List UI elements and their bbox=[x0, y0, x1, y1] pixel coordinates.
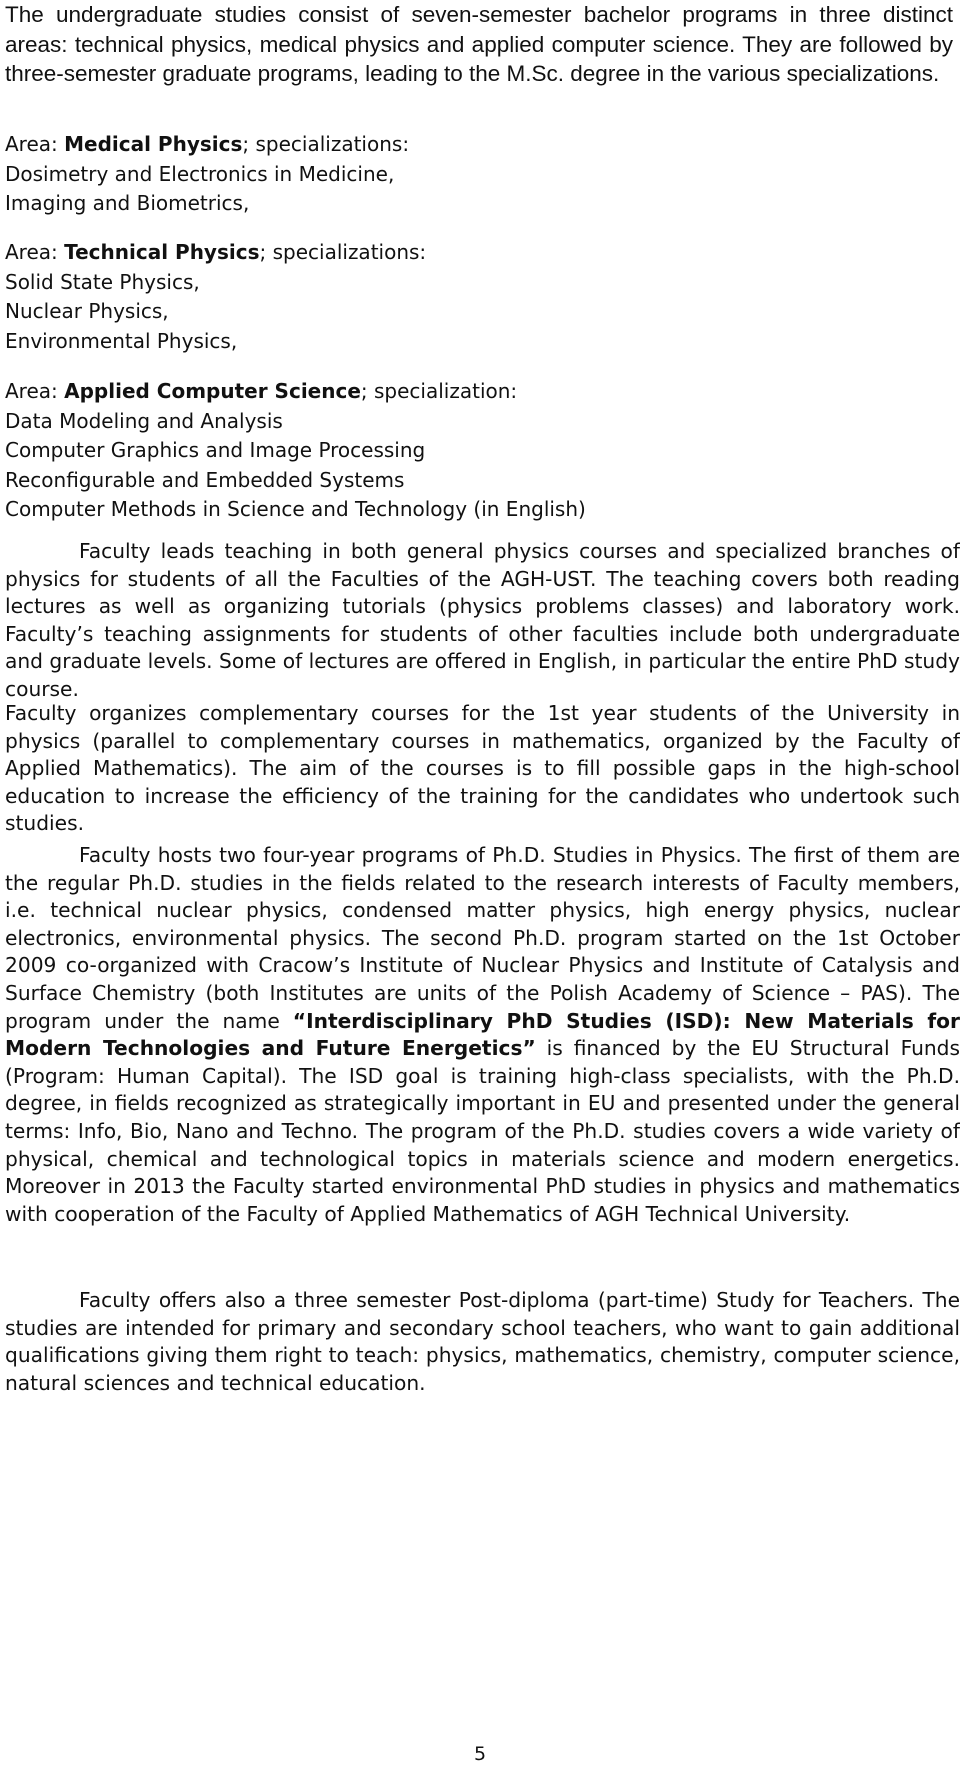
teaching-text: Faculty leads teaching in both general physics courses and specialized branches of physics for students of all the Faculties of the AGH-UST. The teaching covers both reading lectures as well as organizing tutorials (physics problems classes) and laboratory work. Faculty’s teaching assignments for students of other faculties include both undergraduate and graduate levels. Some of lectures are offered in English, in particular the entire PhD study course. bbox=[5, 539, 960, 701]
area-name: Applied Computer Science bbox=[64, 379, 361, 403]
area-suffix: ; specialization: bbox=[360, 379, 518, 403]
post-diploma-text: Faculty offers also a three semester Post-diploma (part-time) Study for Teachers. The studies are intended for primary and secondary school teachers, who want to gain additional qualifications giving them right to teach: physics, mathematics, chemistry, computer science, natural sciences and technical education. bbox=[5, 1288, 960, 1395]
phd-text-part2: is financed by the EU Structural Funds (Program: Human Capital). The ISD goal is training high-class specialists, with the Ph.D. degree, in fields recognized as strategically important in EU and presented under the general terms: Info, Bio, Nano and Techno. The program of the Ph.D. studies covers a wide variety of physical, chemical and technological topics in materials science and modern energetics. Moreover in 2013 the Faculty started environmental PhD studies in physics and mathematics with cooperation of the Faculty of Applied Mathematics of AGH Technical University. bbox=[5, 1036, 960, 1226]
teaching-paragraph bbox=[5, 538, 960, 704]
specialization-item: Solid State Physics, bbox=[5, 269, 200, 294]
area-prefix: Area: bbox=[5, 240, 65, 264]
complementary-courses-paragraph bbox=[5, 700, 960, 838]
post-diploma-paragraph bbox=[5, 1287, 960, 1397]
area-prefix: Area: bbox=[5, 132, 65, 156]
area-name: Medical Physics bbox=[64, 132, 243, 156]
specialization-item: Nuclear Physics, bbox=[5, 299, 169, 323]
area-prefix: Area: bbox=[5, 379, 65, 403]
area-heading bbox=[5, 377, 953, 407]
area-block-applied-computer-science bbox=[5, 377, 953, 525]
area-suffix: ; specializations: bbox=[259, 240, 427, 264]
specialization-item: Computer Methods in Science and Technology (in English) bbox=[5, 497, 586, 521]
specialization-item: Dosimetry and Electronics in Medicine, bbox=[5, 161, 395, 186]
area-suffix: ; specializations: bbox=[242, 132, 410, 156]
intro-paragraph: The undergraduate studies consist of seven-semester bachelor programs in three distinct areas: technical physics, medical physics and applied computer science. They are followed by three-semester graduate programs, leading to the M.Sc. degree in the various specializations. bbox=[5, 2, 953, 86]
area-name: Technical Physics bbox=[64, 240, 260, 264]
phd-program-title: “Interdisciplinary PhD Studies (ISD): New Materials for Modern Technologies and Future Energetics” bbox=[5, 1008, 960, 1061]
phd-programs-paragraph bbox=[5, 842, 960, 1228]
area-block-medical-physics bbox=[5, 130, 953, 219]
specialization-item: Data Modeling and Analysis bbox=[5, 408, 283, 433]
area-block-technical-physics bbox=[5, 238, 953, 356]
page-number: 5 bbox=[473, 1743, 487, 1765]
specialization-item: Environmental Physics, bbox=[5, 328, 238, 353]
specialization-item: Computer Graphics and Image Processing bbox=[5, 438, 426, 462]
phd-text-part1: Faculty hosts two four-year programs of Ph.D. Studies in Physics. The first of them are the regular Ph.D. studies in the fields related to the research interests of Faculty members, i.e. technical nuclear physics, condensed matter physics, high energy physics, nuclear electronics, environmental physics. The second Ph.D. program started on the 1st October 2009 co-organized with Cracow’s Institute of Nuclear Physics and Institute of Catalysis and Surface Chemistry (both Institutes are units of the Polish Academy of Science – PAS). The program under the name bbox=[5, 843, 960, 1033]
specialization-item: Reconfigurable and Embedded Systems bbox=[5, 467, 405, 492]
area-heading bbox=[5, 130, 953, 160]
complementary-text: Faculty organizes complementary courses for the 1st year students of the University in physics (parallel to complementary courses in mathematics, organized by the Faculty of Applied Mathematics). The aim of the courses is to fill possible gaps in the high-school education to increase the efficiency of the training for the candidates who undertook such studies. bbox=[5, 701, 960, 836]
area-heading bbox=[5, 238, 953, 268]
specialization-item: Imaging and Biometrics, bbox=[5, 191, 250, 215]
